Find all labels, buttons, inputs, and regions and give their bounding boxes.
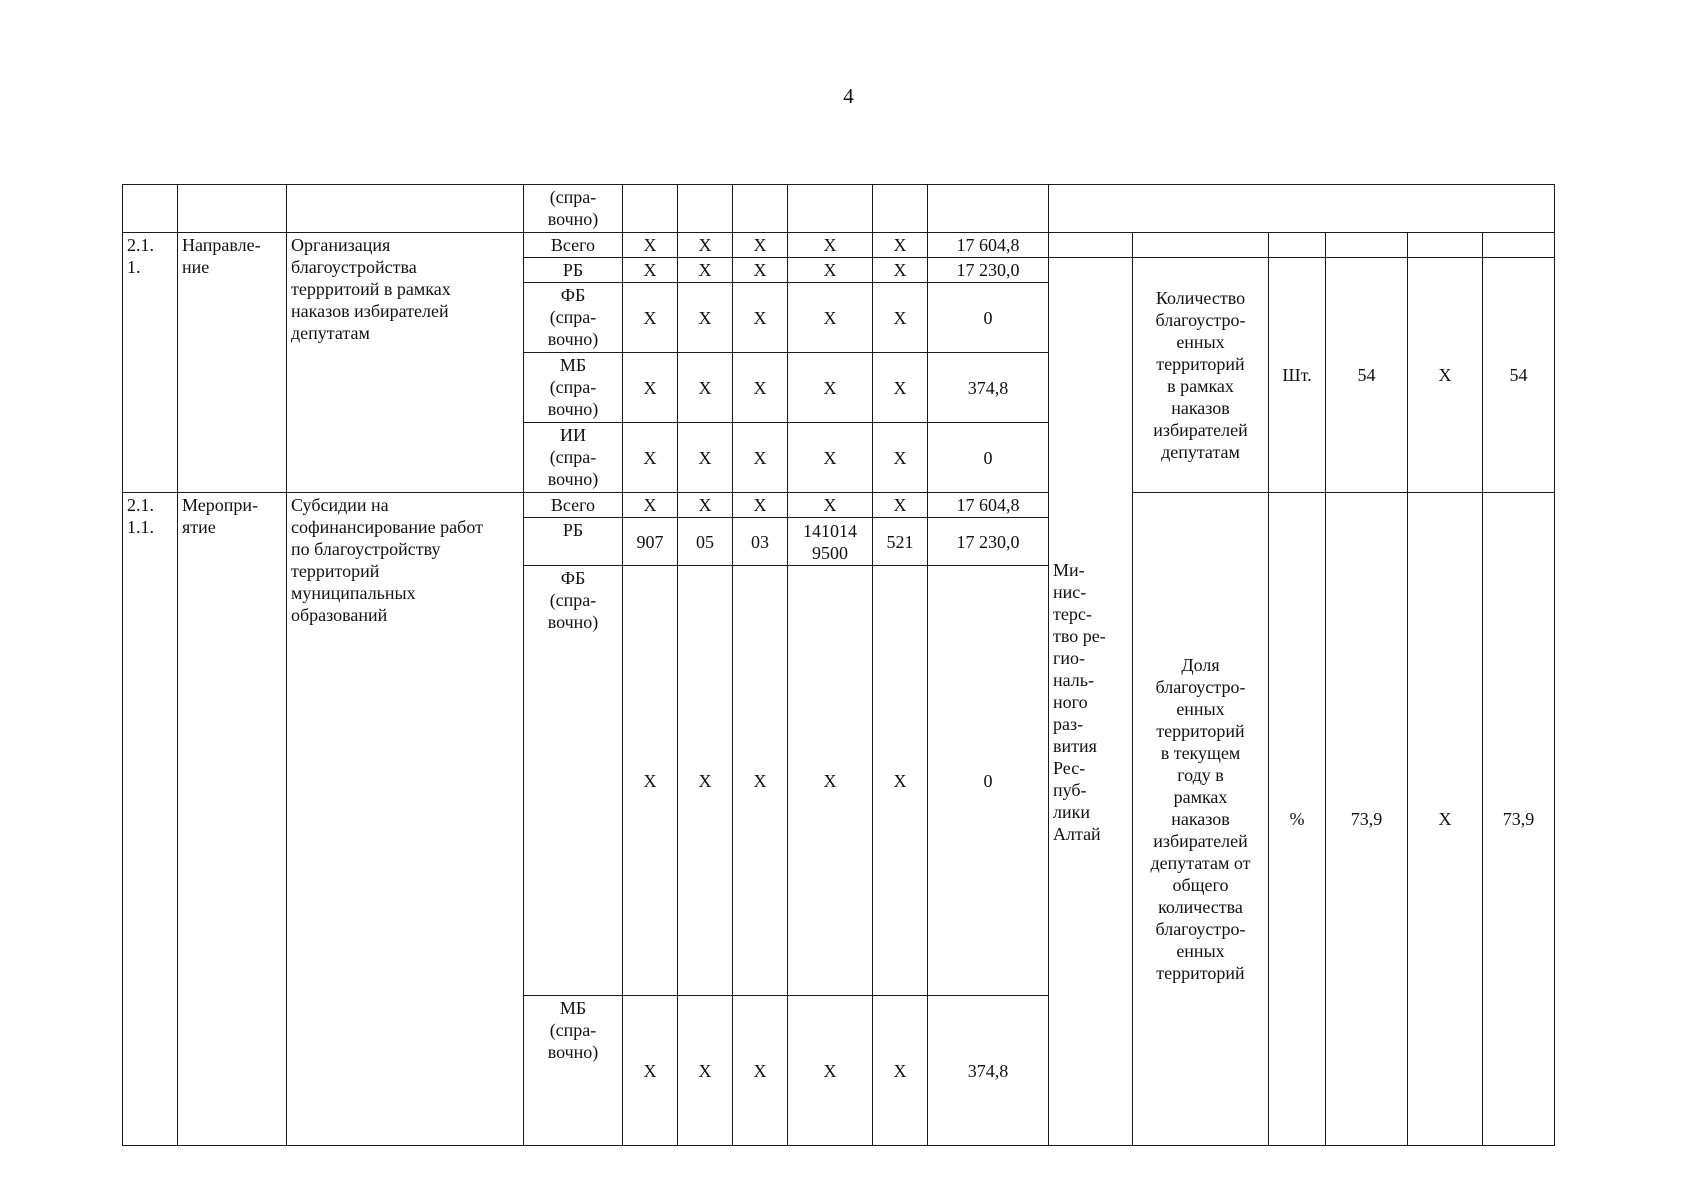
- value-cell: X: [873, 258, 928, 283]
- amount-cell: 0: [928, 283, 1049, 353]
- indicator-name: Доля благоустро- енных территорий в текущем году в рамках наказов избирателей депутатам от общего количества благоустро- енных территорий: [1133, 493, 1269, 1146]
- row-number: 2.1. 1.: [123, 233, 178, 493]
- value-cell: X: [733, 493, 788, 518]
- value-cell: X: [733, 996, 788, 1146]
- row-type: Направле- ние: [178, 233, 287, 493]
- value-cell: X: [873, 566, 928, 996]
- value-cell: X: [623, 283, 678, 353]
- value-cell: X: [873, 493, 928, 518]
- value-cell: X: [788, 233, 873, 258]
- amount-cell: 374,8: [928, 996, 1049, 1146]
- source-cell: РБ: [524, 518, 623, 566]
- row-name: Субсидии на софинансирование работ по благоустройству территорий муниципальных образований: [287, 493, 524, 1146]
- value-cell: X: [623, 493, 678, 518]
- value-cell: X: [873, 283, 928, 353]
- indicator-value: 54: [1326, 258, 1408, 493]
- value-cell: X: [733, 258, 788, 283]
- value-cell: X: [623, 258, 678, 283]
- value-cell: X: [678, 566, 733, 996]
- value-cell: X: [788, 996, 873, 1146]
- value-cell: X: [733, 233, 788, 258]
- amount-cell: 17 230,0: [928, 258, 1049, 283]
- indicator-name: Количество благоустро- енных территорий в рамках наказов избирателей депутатам: [1133, 258, 1269, 493]
- value-cell: 05: [678, 518, 733, 566]
- value-cell: X: [623, 353, 678, 423]
- source-cell: ИИ (спра- вочно): [524, 423, 623, 493]
- amount-cell: 374,8: [928, 353, 1049, 423]
- source-cell: ФБ (спра- вочно): [524, 283, 623, 353]
- value-cell: X: [873, 423, 928, 493]
- source-cell: Всего: [524, 233, 623, 258]
- value-cell: 141014 9500: [788, 518, 873, 566]
- indicator-value: 73,9: [1483, 493, 1555, 1146]
- value-cell: X: [623, 233, 678, 258]
- value-cell: X: [788, 493, 873, 518]
- value-cell: X: [733, 566, 788, 996]
- indicator-unit: Шт.: [1269, 258, 1326, 493]
- value-cell: X: [623, 996, 678, 1146]
- amount-cell: 17 604,8: [928, 233, 1049, 258]
- value-cell: X: [788, 566, 873, 996]
- value-cell: X: [678, 258, 733, 283]
- executor-cell: Ми- нис- терс- тво ре- гио- наль- ного раз- вития Рес- пуб- лики Алтай: [1049, 258, 1133, 1146]
- row-number: 2.1. 1.1.: [123, 493, 178, 1146]
- value-cell: X: [678, 423, 733, 493]
- source-cell: РБ: [524, 258, 623, 283]
- value-cell: 03: [733, 518, 788, 566]
- table-row: [123, 185, 1555, 233]
- amount-cell: 17 604,8: [928, 493, 1049, 518]
- value-cell: X: [623, 423, 678, 493]
- value-cell: X: [873, 996, 928, 1146]
- amount-cell: 0: [928, 423, 1049, 493]
- value-cell: X: [678, 353, 733, 423]
- value-cell: X: [873, 233, 928, 258]
- value-cell: X: [678, 493, 733, 518]
- source-cell: Всего: [524, 493, 623, 518]
- page-number: 4: [843, 84, 854, 108]
- value-cell: X: [873, 353, 928, 423]
- value-cell: X: [733, 283, 788, 353]
- program-table: [122, 184, 1555, 1146]
- indicator-unit: %: [1269, 493, 1326, 1146]
- value-cell: 521: [873, 518, 928, 566]
- indicator-value: X: [1408, 258, 1483, 493]
- value-cell: X: [678, 283, 733, 353]
- source-cell: ФБ (спра- вочно): [524, 566, 623, 996]
- value-cell: X: [788, 353, 873, 423]
- value-cell: X: [678, 233, 733, 258]
- value-cell: X: [788, 423, 873, 493]
- indicator-value: 54: [1483, 258, 1555, 493]
- source-cell: (спра- вочно): [524, 185, 623, 233]
- table-row: [123, 233, 1555, 258]
- source-cell: МБ (спра- вочно): [524, 353, 623, 423]
- indicator-value: X: [1408, 493, 1483, 1146]
- value-cell: X: [678, 996, 733, 1146]
- amount-cell: 0: [928, 566, 1049, 996]
- value-cell: 907: [623, 518, 678, 566]
- table-row: [123, 493, 1555, 518]
- source-cell: МБ (спра- вочно): [524, 996, 623, 1146]
- amount-cell: 17 230,0: [928, 518, 1049, 566]
- row-type: Меропри- ятие: [178, 493, 287, 1146]
- value-cell: X: [733, 423, 788, 493]
- indicator-value: 73,9: [1326, 493, 1408, 1146]
- value-cell: X: [623, 566, 678, 996]
- value-cell: X: [733, 353, 788, 423]
- row-name: Организация благоустройства террритоий в рамках наказов избирателей депутатам: [287, 233, 524, 493]
- value-cell: X: [788, 258, 873, 283]
- value-cell: X: [788, 283, 873, 353]
